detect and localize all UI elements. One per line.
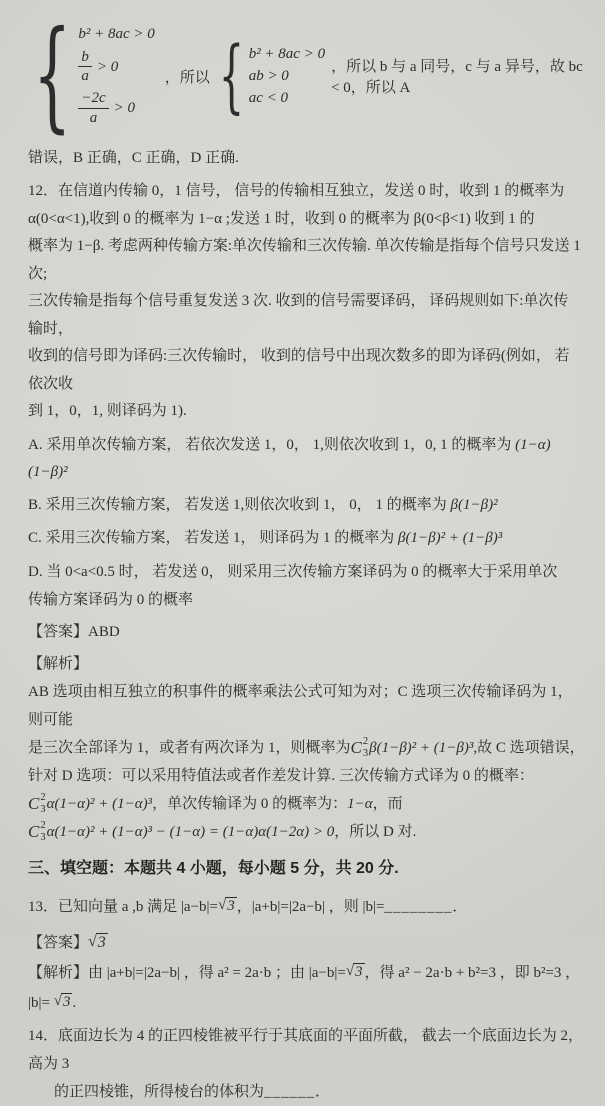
combination-c32-symbol: C 2 3 [28, 820, 46, 843]
q14-line2-text: 的正四棱锥，所得棱台的体积为 [54, 1083, 265, 1100]
answer-label: 【答案】 [28, 623, 89, 640]
question12-stem [28, 178, 583, 426]
analysis-line2-text: 是三次全部译为 1，或者有两次译为 1，则概率为 [28, 739, 351, 756]
q12-answer-value: ABD [88, 623, 120, 640]
q14-line1: 14．底面边长为 4 的正四棱锥被平行于其底面的平面所截， 截去一个底面边长为 2， 高为 3 [28, 1027, 584, 1072]
q12-analysis [28, 678, 583, 846]
inequality-system-1 [78, 24, 154, 127]
fraction-b-over-a: $\frac{b}{a}$ [78, 48, 92, 87]
option-a-text: A. 采用单次传输方案， 若依次发送 1，0， 1,则依次收到 1，0, 1 的概率为 [28, 436, 512, 453]
relation: > 0 [96, 58, 119, 75]
q13-analysis2-period: . [72, 994, 77, 1011]
analysis-line3: 针对 D 选项：可以采用特值法或者作差发计算. 三次传输方式译为 0 的概率： [28, 767, 534, 784]
q14-period: ． [315, 1083, 331, 1100]
left-brace-icon: { [218, 29, 244, 122]
analysis-formula1 [28, 790, 583, 818]
analysis-line2-tail: ,故 C 选项错误， [473, 739, 585, 756]
sqrt3-symbol: √ 3 [218, 897, 235, 915]
analysis-line2-formula: β(1−β)² + (1−β)³ [369, 739, 474, 756]
answer-label: 【答案】 [28, 934, 89, 951]
option-b-formula: β(1−β)² [450, 496, 498, 513]
sqrt3-symbol: √ 3 [53, 993, 71, 1011]
q13-analysis2-pre: |b|= [28, 994, 50, 1011]
question13-stem [28, 892, 583, 922]
analysis-formula2 [28, 818, 583, 846]
system1-row1: b² + 8ac > 0 [78, 26, 155, 43]
inequality-system-2 [249, 44, 325, 109]
section3-header: 三、填空题：本题共 4 小题，每小题 5 分，共 20 分. [28, 859, 399, 877]
solution11-tail-text: ，所以 b 与 a 同号，c 与 a 异号，故 bc < 0，所以 A [331, 59, 583, 96]
system1-row2 [78, 48, 154, 87]
q13-answer-blank: ________ [384, 898, 453, 915]
sqrt3-symbol: √ 3 [345, 963, 363, 981]
formula1-text2: ，而 [372, 795, 403, 812]
q12-stem-line: 12．在信道内传输 0，1 信号， 信号的传输相互独立，发送 0 时，收到 1 的概率为 [28, 183, 565, 199]
fraction-neg2c-over-a: $\frac{-2c}{a}$ [78, 89, 108, 128]
solution11-math-block [28, 8, 583, 144]
q13-stem-pre: 13．已知向量 a ,b 满足 |a−b|= [28, 898, 218, 915]
formula1-math1: α(1−α)² + (1−α)³ [46, 795, 153, 812]
q13-analysis-post: ，得 a² − 2a·b + b²=3 ，即 b²=3 ， [364, 964, 581, 981]
q12-stem-line: 三次传输是指每个信号重复发送 3 次. 收到的信号需要译码， 译码规则如下:单次传输时， [28, 293, 569, 337]
analysis-line1: AB 选项由相互独立的积事件的概率乘法公式可知为对；C 选项三次传输译码为 1，则可能 [28, 683, 573, 728]
option-d-line2: 传输方案译码为 0 的概率 [28, 591, 194, 608]
option-d-line1: D. 当 0<a<0.5 时， 若发送 0， 则采用三次传输方案译码为 0 的概率大于采用单次 [28, 563, 558, 580]
analysis-line2 [28, 734, 583, 762]
q14-line2 [28, 1078, 583, 1106]
q12-stem-line: α(0<α<1),收到 0 的概率为 1−α ;发送 1 时，收到 0 的概率为 β(0<β<1) 收到 1 的 [28, 210, 535, 227]
q12-option-d [28, 558, 583, 614]
solution11-conclusion: 错误，B 正确，C 正确，D 正确. [28, 150, 239, 166]
formula2-math: α(1−α)² + (1−α)³ − (1−α) = (1−α)α(1−2α) > 0 [46, 823, 335, 840]
system2-row1: b² + 8ac > 0 [248, 45, 326, 62]
q12-stem-line: 概率为 1−β. 考虑两种传输方案:单次传输和三次传输. 单次传输是指每个信号只发送 1 次; [28, 238, 581, 282]
q13-period: ． [452, 898, 468, 915]
system1-row3 [78, 89, 154, 128]
q13-stem-mid: ，|a+b|=|2a−b| ，则 |b|= [236, 898, 385, 915]
combination-c32-symbol: C 2 3 [350, 736, 369, 759]
q12-option-c [28, 525, 583, 552]
q12-option-a [28, 432, 583, 486]
formula1-text1: ，单次传输译为 0 的概率为： [152, 795, 348, 812]
formula1-math2: 1−α [347, 795, 373, 812]
q13-analysis-line2 [28, 988, 583, 1018]
option-c-formula: β(1−β)² + (1−β)³ [398, 529, 503, 546]
question14-stem [28, 1022, 583, 1106]
option-a-formula: (1−α)(1−β)² [28, 436, 551, 480]
q13-analysis-pre: 【解析】由 |a+b|=|2a−b| ，得 a² = 2a·b ；由 |a−b|= [28, 964, 346, 981]
q13-analysis-line1 [28, 958, 583, 988]
option-c-text: C. 采用三次传输方案， 若发送 1， 则译码为 1 的概率为 [28, 529, 395, 546]
sqrt3-symbol: √ 3 [88, 932, 106, 951]
system2-row2: ab > 0 [248, 67, 289, 84]
formula2-text: ，所以 D 对. [334, 823, 417, 840]
q12-stem-line: 收到的信号即为译码:三次传输时， 收到的信号中出现次数多的即为译码(例如， 若依次收 [28, 348, 570, 392]
relation: > 0 [113, 100, 136, 117]
q12-analysis-label: 【解析】 [28, 655, 89, 672]
combination-c32-symbol: C 2 3 [28, 792, 46, 815]
option-b-text: B. 采用三次传输方案， 若发送 1,则依次收到 1， 0， 1 的概率为 [28, 496, 447, 513]
q13-answer-line [28, 928, 583, 958]
q12-stem-line: 到 1，0，1, 则译码为 1). [28, 403, 187, 419]
q14-answer-blank: ______ [264, 1083, 316, 1100]
connector-text: ，所以 [164, 69, 210, 86]
system2-row3: ac < 0 [248, 90, 288, 107]
left-brace-icon: { [33, 6, 72, 145]
q12-answer-line [28, 618, 583, 646]
q12-option-b [28, 492, 583, 519]
